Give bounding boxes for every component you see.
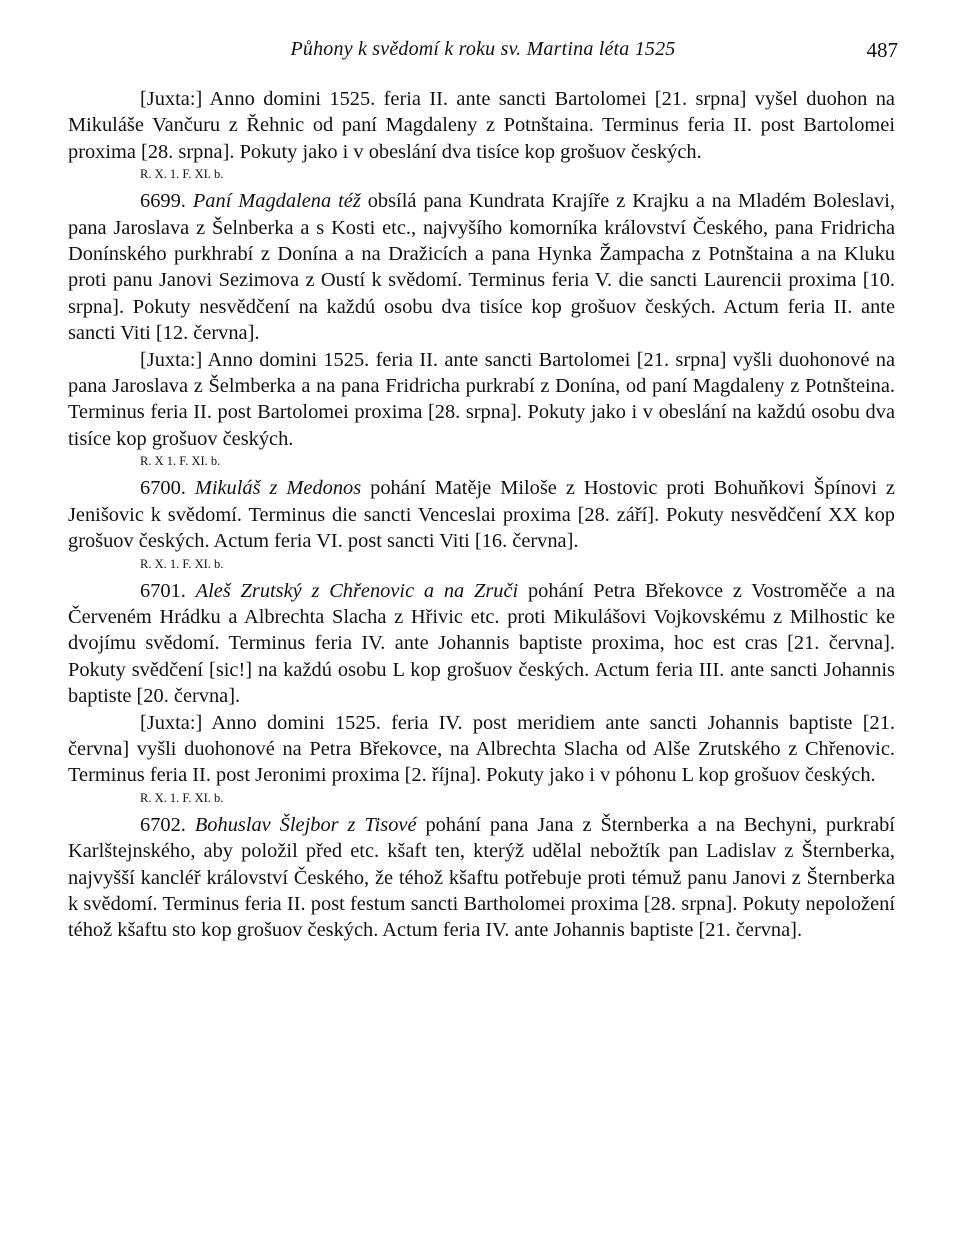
archival-reference: R. X. 1. F. XI. b. <box>140 556 224 571</box>
entry-text: obsílá pana Kundrata Krajíře z Krajku a na Mladém Boleslavi, pana Jaroslava z Šelnberka a s Kosti etc., najvyšího komorníka království Českého, pana Fridricha Donínského purkhrabí z Donína a na Dražicích a pana Hynka Žampacha z Potnštaina a na Kluku proti panu Janovi Sezimova z Oustí k svědomí. Terminus feria V. die sancti Laurencii proxima [10. srpna]. Pokuty nesvědčení na každú osobu dva tisíce kop grošuov českých. Actum feria II. ante sancti Viti [12. června]. <box>68 190 895 345</box>
running-title: Půhony k svědomí k roku sv. Martina léta 1525 <box>290 38 676 60</box>
entry-6700 <box>68 475 895 554</box>
entry-names: Aleš Zrutský z Chřenovic a na Zruči <box>195 579 519 602</box>
entry-text: pohání Petra Břekovce z Vostroměče a na Červeném Hrádku a Albrechta Slacha z Hřivic etc. proti Mikulášovi Vojkovskému z Milhostic ke dvojímu svědomí. Terminus feria IV. ante Johannis baptiste proxima, hoc est cras [21. června]. Pokuty svědčení [sic!] na každú osobu L kop grošuov českých. Actum feria III. ante sancti Johannis baptiste [20. června]. <box>68 579 895 708</box>
entry-text: pohání Matěje Miloše z Hostovic proti Bohuňkovi Špínovi z Jenišovic k svědomí. Terminus die sancti Venceslai proxima [28. září]. Pokuty nesvědčení XX kop grošuov českých. Actum feria VI. post sancti Viti [16. června]. <box>68 477 895 553</box>
paragraph: [Juxta:] Anno domini 1525. feria II. ante sancti Bartolomei [21. srpna] vyšli duohonové na pana Jaroslava z Šelmberka a na pana Fridricha purkrabí z Donína, od paní Magdaleny z Potnšteina. Terminus feria II. post Bartolomei proxima [28. srpna]. Pokuty jako i v obeslání na každú osobu dva tisíce kop grošuov českých. <box>68 348 895 450</box>
paragraph: [Juxta:] Anno domini 1525. feria IV. post meridiem ante sancti Johannis baptiste [21. června] vyšli duohonové na Petra Břekovce, na Albrechta Slacha od Alše Zrutského z Chřenovic. Terminus feria II. post Jeronimi proxima [2. října]. Pokuty jako i v póhonu L kop grošuov českých. <box>68 711 895 787</box>
archival-reference: R. X 1. F. XI. b. <box>140 454 221 469</box>
entry-names: Mikuláš z Medonos <box>194 477 362 500</box>
entry-number: 6701. <box>140 579 186 602</box>
running-head <box>68 38 898 64</box>
entry-names: Paní Magdalena též <box>192 190 361 213</box>
entry-6702 <box>68 812 895 944</box>
archival-reference: R. X. 1. F. XI. b. <box>140 167 224 182</box>
entry-6701 <box>68 578 895 710</box>
page-number: 487 <box>866 38 898 62</box>
entry-6699 <box>68 188 895 346</box>
entry-number: 6702. <box>140 813 186 836</box>
archival-reference: R. X. 1. F. XI. b. <box>140 790 224 805</box>
entry-number: 6700. <box>140 477 186 500</box>
entry-number: 6699. <box>140 190 186 213</box>
paragraph: [Juxta:] Anno domini 1525. feria II. ante sancti Bartolomei [21. srpna] vyšel duohon na Mikuláše Vančuru z Řehnic od paní Magdaleny z Potnštaina. Terminus feria II. post Bartolomei proxima [28. srpna]. Pokuty jako i v obeslání dva tisíce kop grošuov českých. <box>68 88 895 163</box>
entry-text: pohání pana Jana z Šternberka a na Bechyni, purkrabí Karlštejnského, aby položil před etc. kšaft ten, kterýž udělal nebožtík pan Ladislav z Šternberka, najvyšší kancléř království Českého, že téhož kšaftu potřebuje proti témuž panu Janovi z Šternberka k svědomí. Terminus feria II. post festum sancti Bartholomei proxima [28. srpna]. Pokuty nepoložení téhož kšaftu sto kop grošuov českých. Actum feria IV. ante Johannis baptiste [21. června]. <box>68 813 895 942</box>
entry-names: Bohuslav Šlejbor z Tisové <box>194 813 417 836</box>
document-body <box>68 86 895 944</box>
